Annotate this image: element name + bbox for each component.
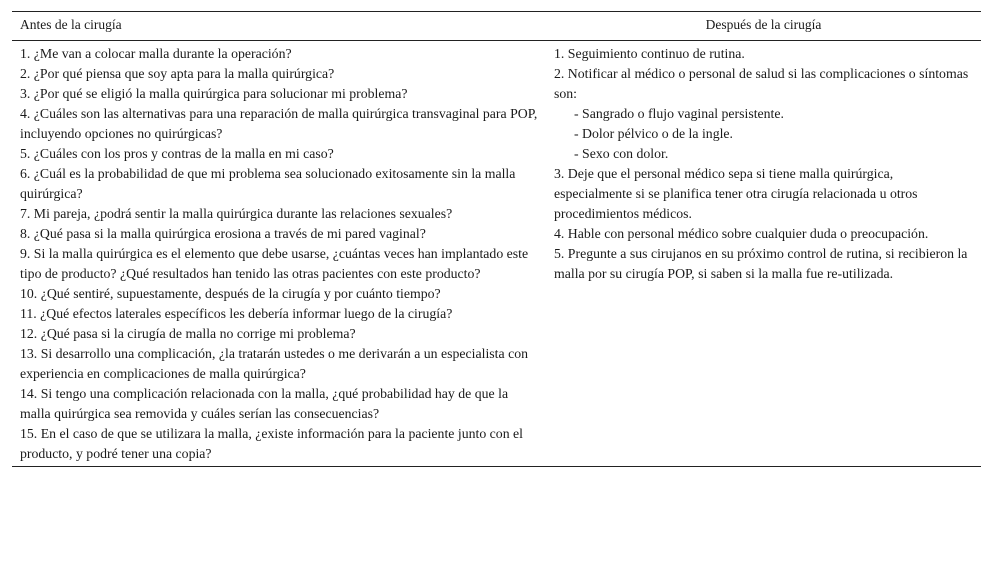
before-item-10: 10. ¿Qué sentiré, supuestamente, después de la cirugía y por cuánto tiempo? (20, 286, 441, 301)
after-surgery-cell (546, 41, 981, 467)
after-subitem-1: - Sangrado o flujo vaginal persistente. (574, 106, 784, 121)
before-item-9: 9. Si la malla quirúrgica es el elemento que debe usarse, ¿cuántas veces han implantado este tipo de producto? ¿Qué resultados han tenido las otras pacientes con este producto? (20, 246, 529, 281)
before-item-4: 4. ¿Cuáles son las alternativas para una reparación de malla quirúrgica transvaginal para POP, incluyendo opciones no quirúrgicas? (20, 106, 538, 141)
table-row (12, 41, 981, 467)
before-item-3: 3. ¿Por qué se eligió la malla quirúrgica para solucionar mi problema? (20, 86, 408, 101)
before-item-7: 7. Mi pareja, ¿podrá sentir la malla quirúrgica durante las relaciones sexuales? (20, 206, 453, 221)
after-subitem-2: - Dolor pélvico o de la ingle. (574, 126, 734, 141)
after-item-4: 4. Hable con personal médico sobre cualquier duda o preocupación. (554, 226, 929, 241)
before-item-13: 13. Si desarrollo una complicación, ¿la tratarán ustedes o me derivarán a un especialista con experiencia en complicaciones de malla quirúrgica? (20, 346, 528, 381)
questions-table-wrapper (12, 11, 981, 467)
before-item-11: 11. ¿Qué efectos laterales específicos les debería informar luego de la cirugía? (20, 306, 453, 321)
after-item-2: 2. Notificar al médico o personal de salud si las complicaciones o síntomas son: (554, 66, 969, 101)
before-item-12: 12. ¿Qué pasa si la cirugía de malla no corrige mi problema? (20, 326, 356, 341)
before-item-15: 15. En el caso de que se utilizara la malla, ¿existe información para la paciente junto con el producto, y podré tener una copia? (20, 426, 523, 461)
before-item-5: 5. ¿Cuáles con los pros y contras de la malla en mi caso? (20, 146, 334, 161)
header-after-surgery: Después de la cirugía (546, 12, 981, 41)
after-subitem-3: - Sexo con dolor. (574, 146, 669, 161)
before-item-8: 8. ¿Qué pasa si la malla quirúrgica erosiona a través de mi pared vaginal? (20, 226, 426, 241)
before-item-2: 2. ¿Por qué piensa que soy apta para la malla quirúrgica? (20, 66, 335, 81)
table-header-row (12, 12, 981, 41)
before-item-6: 6. ¿Cuál es la probabilidad de que mi problema sea solucionado exitosamente sin la malla quirúrgica? (20, 166, 516, 201)
before-item-14: 14. Si tengo una complicación relacionada con la malla, ¿qué probabilidad hay de que la malla quirúrgica sea removida y cuáles serían las consecuencias? (20, 386, 509, 421)
after-item-5: 5. Pregunte a sus cirujanos en su próximo control de rutina, si recibieron la malla por su cirugía POP, si saben si la malla fue re-utilizada. (554, 246, 968, 281)
header-before-surgery: Antes de la cirugía (12, 12, 546, 41)
before-item-1: 1. ¿Me van a colocar malla durante la operación? (20, 46, 292, 61)
questions-table (12, 11, 981, 467)
before-surgery-cell (12, 41, 546, 467)
after-item-3: 3. Deje que el personal médico sepa si tiene malla quirúrgica, especialmente si se planifica tener otra cirugía relacionada u otros procedimientos médicos. (554, 166, 918, 221)
after-item-1: 1. Seguimiento continuo de rutina. (554, 46, 745, 61)
